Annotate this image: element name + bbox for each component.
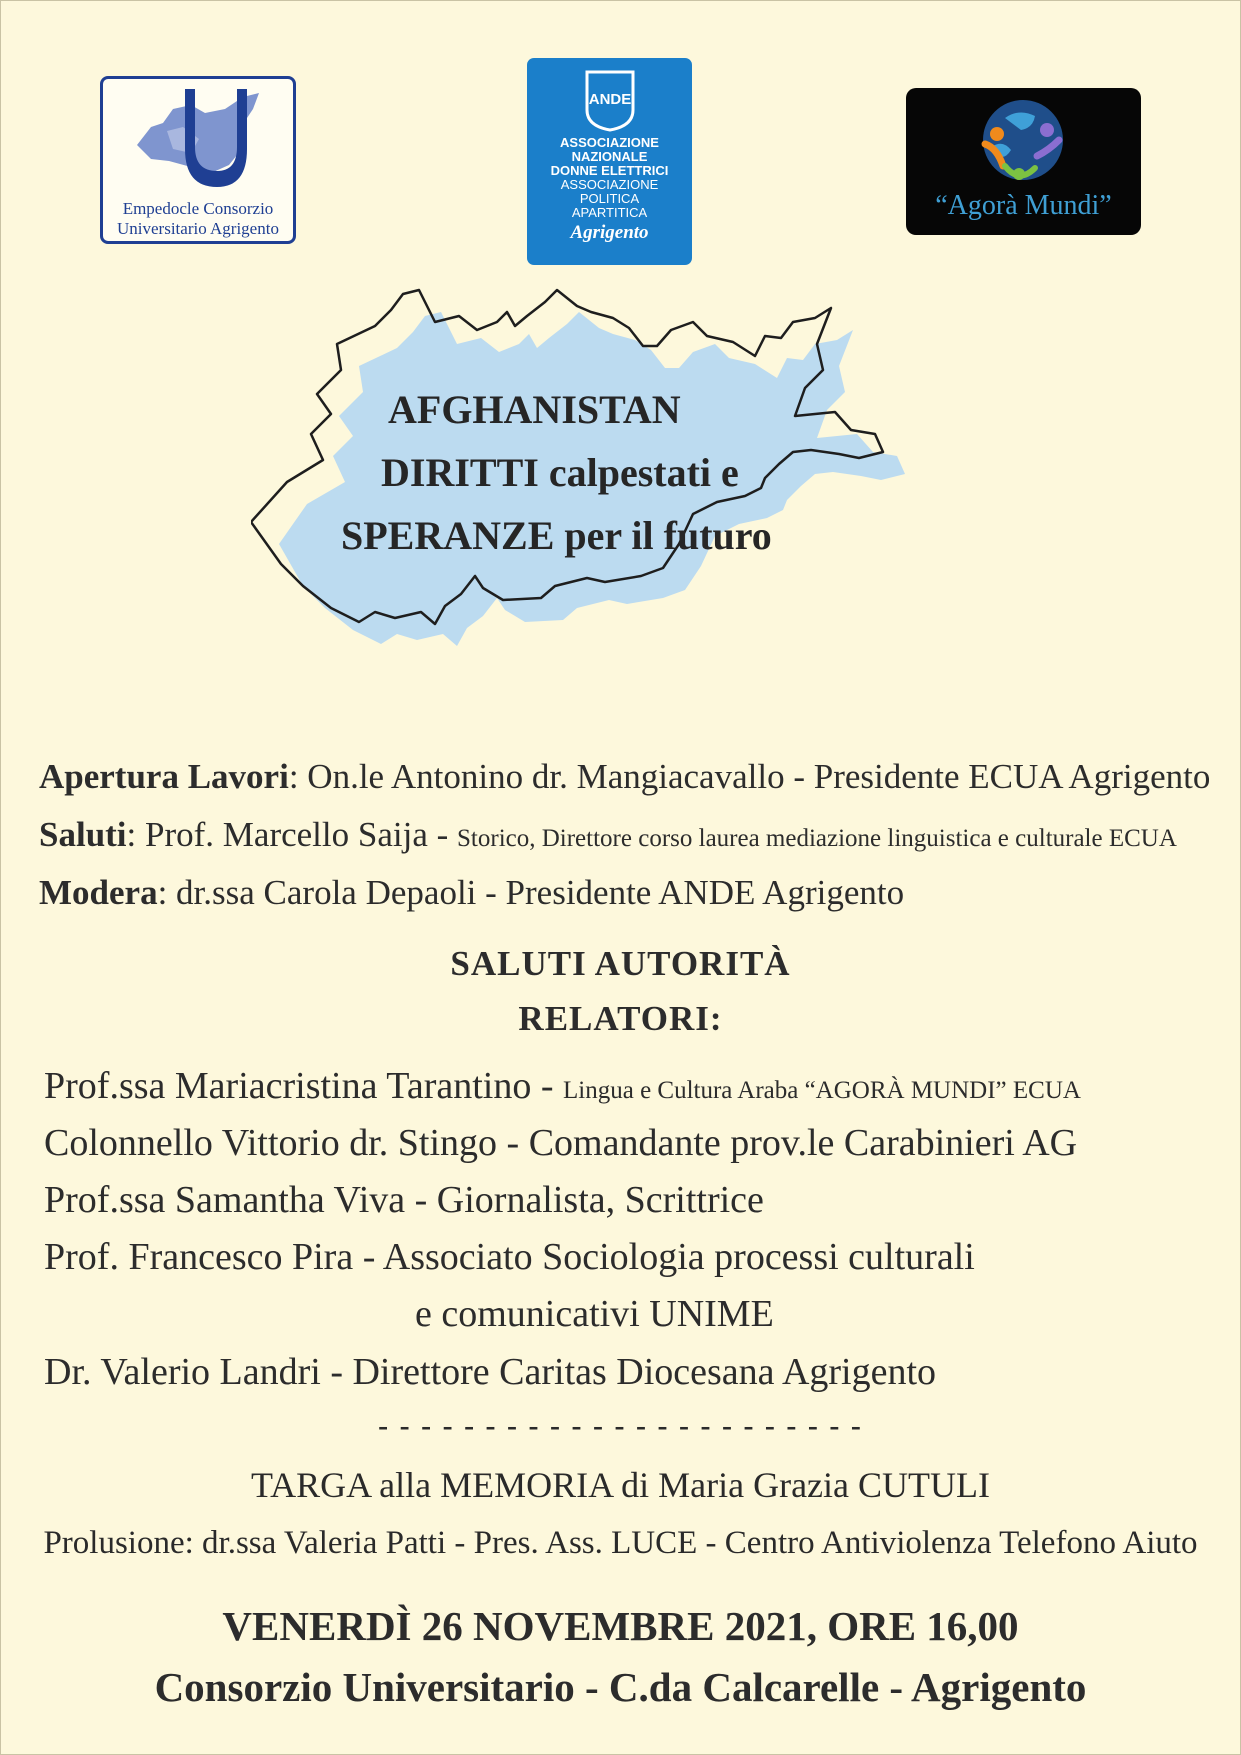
- relatore-4-continued: e comunicativi UNIME: [415, 1293, 774, 1335]
- saluti-label: Saluti: [39, 815, 127, 854]
- relatore-2: Colonnello Vittorio dr. Stingo - Comandante prov.le Carabinieri AG: [44, 1122, 1078, 1164]
- afghanistan-map-icon: [251, 286, 1021, 706]
- saluti-note: Storico, Direttore corso laurea mediazione linguistica e culturale ECUA: [457, 825, 1177, 852]
- agora-mundi-logo: [906, 88, 1141, 235]
- relatore-1: [44, 1064, 1081, 1108]
- event-venue: Consorzio Universitario - C.da Calcarelle - Agrigento: [154, 1664, 1087, 1710]
- modera-text: : dr.ssa Carola Depaoli - Presidente ANDE Agrigento: [157, 873, 905, 912]
- ecua-logo: [100, 76, 296, 244]
- targa-line: TARGA alla MEMORIA di Maria Grazia CUTULI: [251, 1465, 990, 1505]
- separator-line: - - - - - - - - - - - - - - - - - - - - - - -: [378, 1409, 863, 1442]
- ande-emblem-icon: [583, 70, 637, 132]
- sicily-u-logo-icon: [133, 87, 263, 195]
- ecua-logo-line1: Empedocle Consorzio: [122, 199, 274, 218]
- relatore-4: Prof. Francesco Pira - Associato Sociologia processi culturali: [44, 1236, 975, 1278]
- apertura-label: Apertura Lavori: [39, 757, 289, 796]
- event-date: VENERDÌ 26 NOVEMBRE 2021, ORE 16,00: [222, 1603, 1019, 1649]
- ande-logo: [527, 58, 692, 265]
- saluti-autorita-heading: SALUTI AUTORITÀ: [450, 944, 791, 983]
- ande-line-5: POLITICA: [579, 191, 640, 206]
- ande-line-6: APARTITICA: [571, 205, 648, 220]
- title-line-3: SPERANZE per il futuro: [341, 513, 772, 558]
- ande-line-2: NAZIONALE: [571, 149, 648, 164]
- relatore-1-name: Prof.ssa Mariacristina Tarantino -: [44, 1065, 563, 1107]
- relatore-1-note: Lingua e Cultura Araba “AGORÀ MUNDI” ECUA: [563, 1077, 1081, 1104]
- relatori-heading: RELATORI:: [518, 999, 723, 1038]
- ande-city: Agrigento: [570, 222, 649, 243]
- title-line-2: DIRITTI calpestati e: [381, 450, 739, 495]
- saluti-text: : Prof. Marcello Saija -: [126, 815, 458, 854]
- relatore-3: Prof.ssa Samantha Viva - Giornalista, Scrittrice: [44, 1179, 764, 1221]
- apertura-text: : On.le Antonino dr. Mangiacavallo - Presidente ECUA Agrigento: [288, 757, 1211, 796]
- ande-monogram: ANDE: [588, 91, 631, 108]
- apertura-line: [39, 757, 1210, 797]
- title-line-1: AFGHANISTAN: [388, 387, 681, 432]
- modera-label: Modera: [39, 873, 158, 912]
- ande-line-1: ASSOCIAZIONE: [560, 135, 659, 150]
- relatore-5: Dr. Valerio Landri - Direttore Caritas Diocesana Agrigento: [44, 1351, 937, 1393]
- saluti-line: [39, 815, 1177, 855]
- globe-people-icon: [975, 94, 1071, 190]
- ecua-logo-line2: Universitario Agrigento: [117, 219, 279, 238]
- ande-line-4: ASSOCIAZIONE: [560, 177, 659, 192]
- modera-line: [39, 873, 904, 913]
- agora-mundi-name: “Agorà Mundi”: [935, 190, 1112, 221]
- ande-line-3: DONNE ELETTRICI: [550, 163, 669, 178]
- prolusione-line: Prolusione: dr.ssa Valeria Patti - Pres. Ass. LUCE - Centro Antiviolenza Telefono Aiuto: [43, 1525, 1198, 1561]
